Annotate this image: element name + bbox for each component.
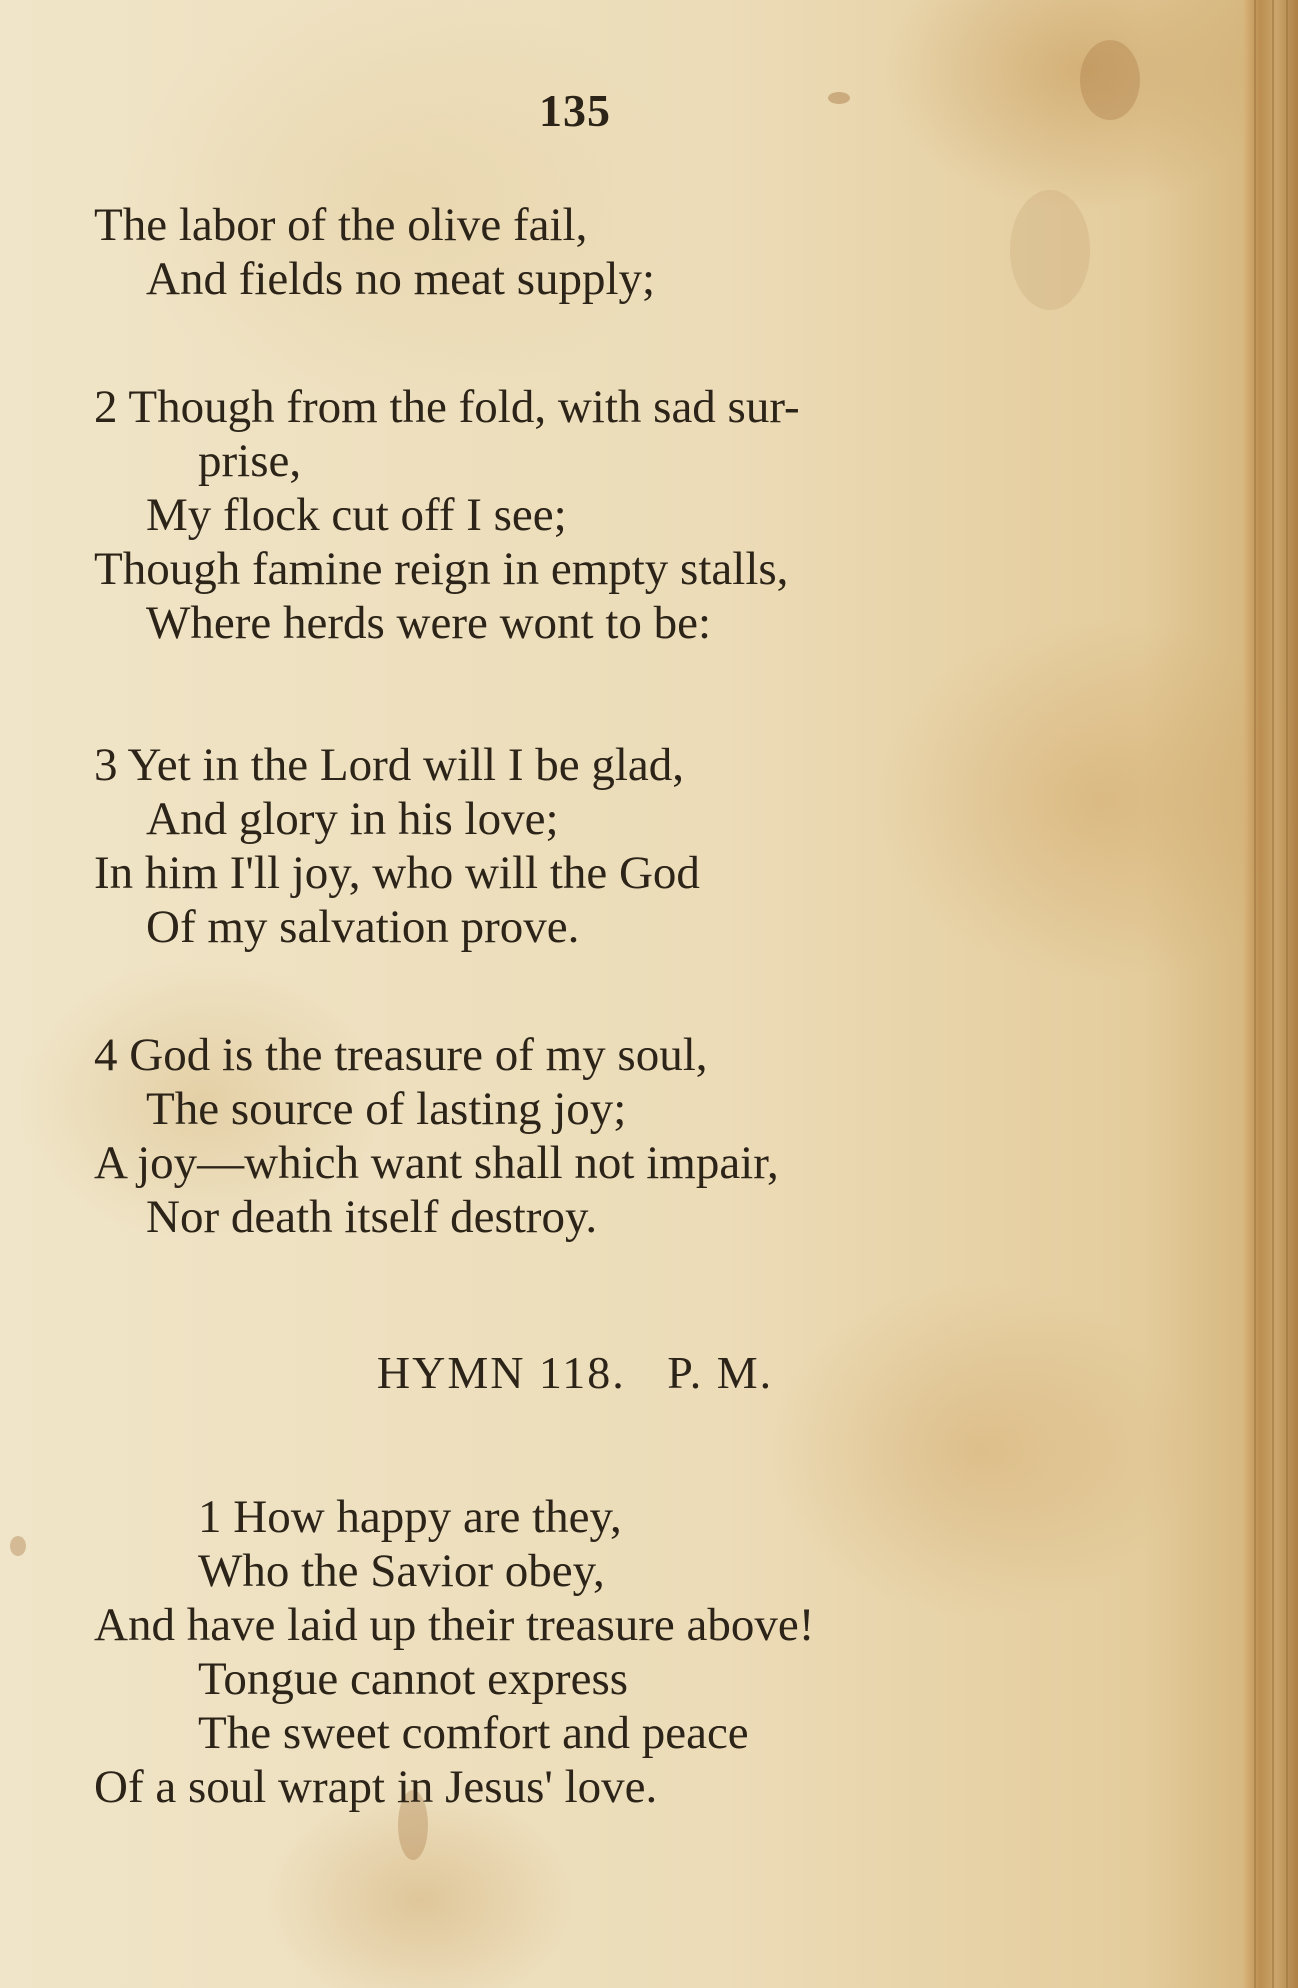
hymn-number: HYMN 118. xyxy=(376,1347,626,1398)
verse-line: Tongue cannot express xyxy=(198,1653,629,1705)
verse-line: Though famine reign in empty stalls, xyxy=(94,543,789,595)
stanza-4 xyxy=(94,1028,1094,1244)
verse-line: And have laid up their treasure above! xyxy=(94,1599,815,1651)
verse-line: 3 Yet in the Lord will I be glad, xyxy=(94,739,685,791)
verse-line: And glory in his love; xyxy=(146,793,559,845)
page-number: 135 xyxy=(539,85,611,136)
verse-line: 2 Though from the fold, with sad sur- xyxy=(94,381,800,433)
verse-line: Where herds were wont to be: xyxy=(146,597,712,649)
verse-line: Of a soul wrapt in Jesus' love. xyxy=(94,1761,658,1813)
verse-line: Of my salvation prove. xyxy=(146,901,580,953)
stanza-3 xyxy=(94,738,1094,954)
spine-line xyxy=(1254,0,1256,1988)
spine-line xyxy=(1272,0,1274,1988)
hymn-meter: P. M. xyxy=(667,1347,774,1398)
verse-line: A joy—which want shall not impair, xyxy=(94,1137,779,1189)
paper-stain xyxy=(10,1536,26,1556)
verse-line: 4 God is the treasure of my soul, xyxy=(94,1029,708,1081)
stanza-continuation xyxy=(94,198,1094,306)
hymn-heading xyxy=(0,1346,1150,1399)
book-spine-edge xyxy=(1244,0,1298,1988)
verse-line: In him I'll joy, who will the God xyxy=(94,847,700,899)
verse-line: The sweet comfort and peace xyxy=(198,1707,749,1759)
verse-line: Nor death itself destroy. xyxy=(146,1191,598,1243)
verse-line: The source of lasting joy; xyxy=(146,1083,627,1135)
verse-line: 1 How happy are they, xyxy=(198,1491,622,1543)
stanza-2 xyxy=(94,380,1094,650)
verse-line: prise, xyxy=(198,435,302,487)
verse-line: My flock cut off I see; xyxy=(146,489,567,541)
verse-line: The labor of the olive fail, xyxy=(94,199,588,251)
hymn-118-stanza-1 xyxy=(94,1490,1094,1814)
verse-line: Who the Savior obey, xyxy=(198,1545,605,1597)
verse-line: And fields no meat supply; xyxy=(146,253,656,305)
spine-line xyxy=(1286,0,1288,1988)
